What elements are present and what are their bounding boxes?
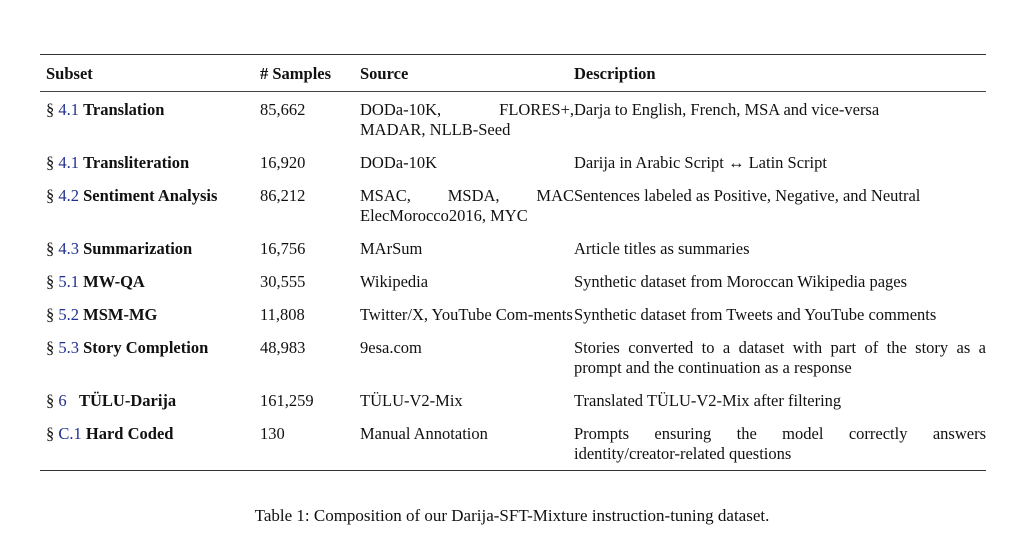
subset-name: Summarization [83,239,193,258]
section-reference-link[interactable]: C.1 [58,424,82,443]
samples-cell: 48,983 [260,338,306,357]
description-cell: Sentences labeled as Positive, Negative, and Neutral [574,186,921,205]
subset-name: TÜLU-Darija [79,391,177,410]
subset-cell [40,330,260,383]
section-reference-link[interactable]: 4.1 [58,100,79,119]
samples-cell: 16,756 [260,239,306,258]
header-source: Source [360,64,409,83]
source-cell: 9esa.com [360,338,422,357]
section-symbol: § [46,239,55,258]
section-symbol: § [46,338,55,357]
table-row [40,383,986,416]
section-reference-link[interactable]: 4.3 [58,239,79,258]
subset-name: MSM-MG [83,305,158,324]
description-cell: Prompts ensuring the model correctly answers identity/creator-related questions [574,424,986,463]
source-cell: Twitter/X, YouTube Com-ments [360,305,573,324]
subset-cell [40,297,260,330]
description-cell: Stories converted to a dataset with part of the story as a prompt and the continuation as a response [574,338,986,377]
source-cell: DODa-10K, FLORES+, MADAR, NLLB-Seed [360,100,574,139]
subset-cell [40,416,260,470]
description-cell: Darija in Arabic Script ↔ Latin Script [574,153,827,172]
subset-cell [40,145,260,178]
table-header [40,55,986,91]
samples-cell: 30,555 [260,272,306,291]
table-row [40,330,986,383]
section-reference-link[interactable]: 4.2 [58,186,79,205]
table-bottom-rule [40,470,986,471]
subset-cell [40,231,260,264]
subset-name: Hard Coded [85,424,174,443]
samples-cell: 16,920 [260,153,306,172]
samples-cell: 130 [260,424,285,443]
data-table-container [40,54,986,471]
header-description: Description [574,64,656,83]
table-row [40,264,986,297]
header-row [40,55,986,91]
description-cell: Darja to English, French, MSA and vice-versa [574,100,880,119]
section-reference-link[interactable]: 5.3 [58,338,79,357]
section-reference-link[interactable]: 4.1 [58,153,79,172]
samples-cell: 11,808 [260,305,305,324]
section-symbol: § [46,272,55,291]
section-symbol: § [46,153,55,172]
subset-cell [40,383,260,416]
section-symbol: § [46,100,55,119]
samples-cell: 85,662 [260,100,306,119]
table-body [40,92,986,470]
source-cell: Manual Annotation [360,424,488,443]
subset-cell [40,178,260,231]
subset-name: MW-QA [83,272,145,291]
composition-table [40,55,986,91]
description-cell: Article titles as summaries [574,239,750,258]
section-reference-link[interactable]: 5.2 [58,305,79,324]
section-symbol: § [46,424,55,443]
description-cell: Translated TÜLU-V2-Mix after filtering [574,391,842,410]
table-row [40,416,986,470]
header-samples: # Samples [260,64,332,83]
subset-cell [40,92,260,145]
composition-table-body [40,92,986,470]
description-cell: Synthetic dataset from Tweets and YouTube comments [574,305,937,324]
section-reference-link[interactable]: 5.1 [58,272,79,291]
table-row [40,145,986,178]
table-row [40,92,986,145]
source-cell: Wikipedia [360,272,429,291]
table-row [40,297,986,330]
description-cell: Synthetic dataset from Moroccan Wikipedia pages [574,272,908,291]
section-reference-link[interactable]: 6 [58,391,67,410]
header-subset: Subset [46,64,93,83]
source-cell: DODa-10K [360,153,437,172]
section-symbol: § [46,305,55,324]
source-cell: MSAC, MSDA, MAC ElecMorocco2016, MYC [360,186,574,225]
table-caption: Table 1: Composition of our Darija-SFT-Mixture instruction-tuning dataset. [254,506,770,525]
samples-cell: 86,212 [260,186,306,205]
subset-name: Story Completion [83,338,209,357]
table-row [40,231,986,264]
subset-name: Transliteration [83,153,190,172]
subset-name: Translation [83,100,165,119]
subset-cell [40,264,260,297]
section-symbol: § [46,391,55,410]
samples-cell: 161,259 [260,391,314,410]
source-cell: MArSum [360,239,423,258]
source-cell: TÜLU-V2-Mix [360,391,463,410]
table-row [40,178,986,231]
section-symbol: § [46,186,55,205]
subset-name: Sentiment Analysis [83,186,218,205]
